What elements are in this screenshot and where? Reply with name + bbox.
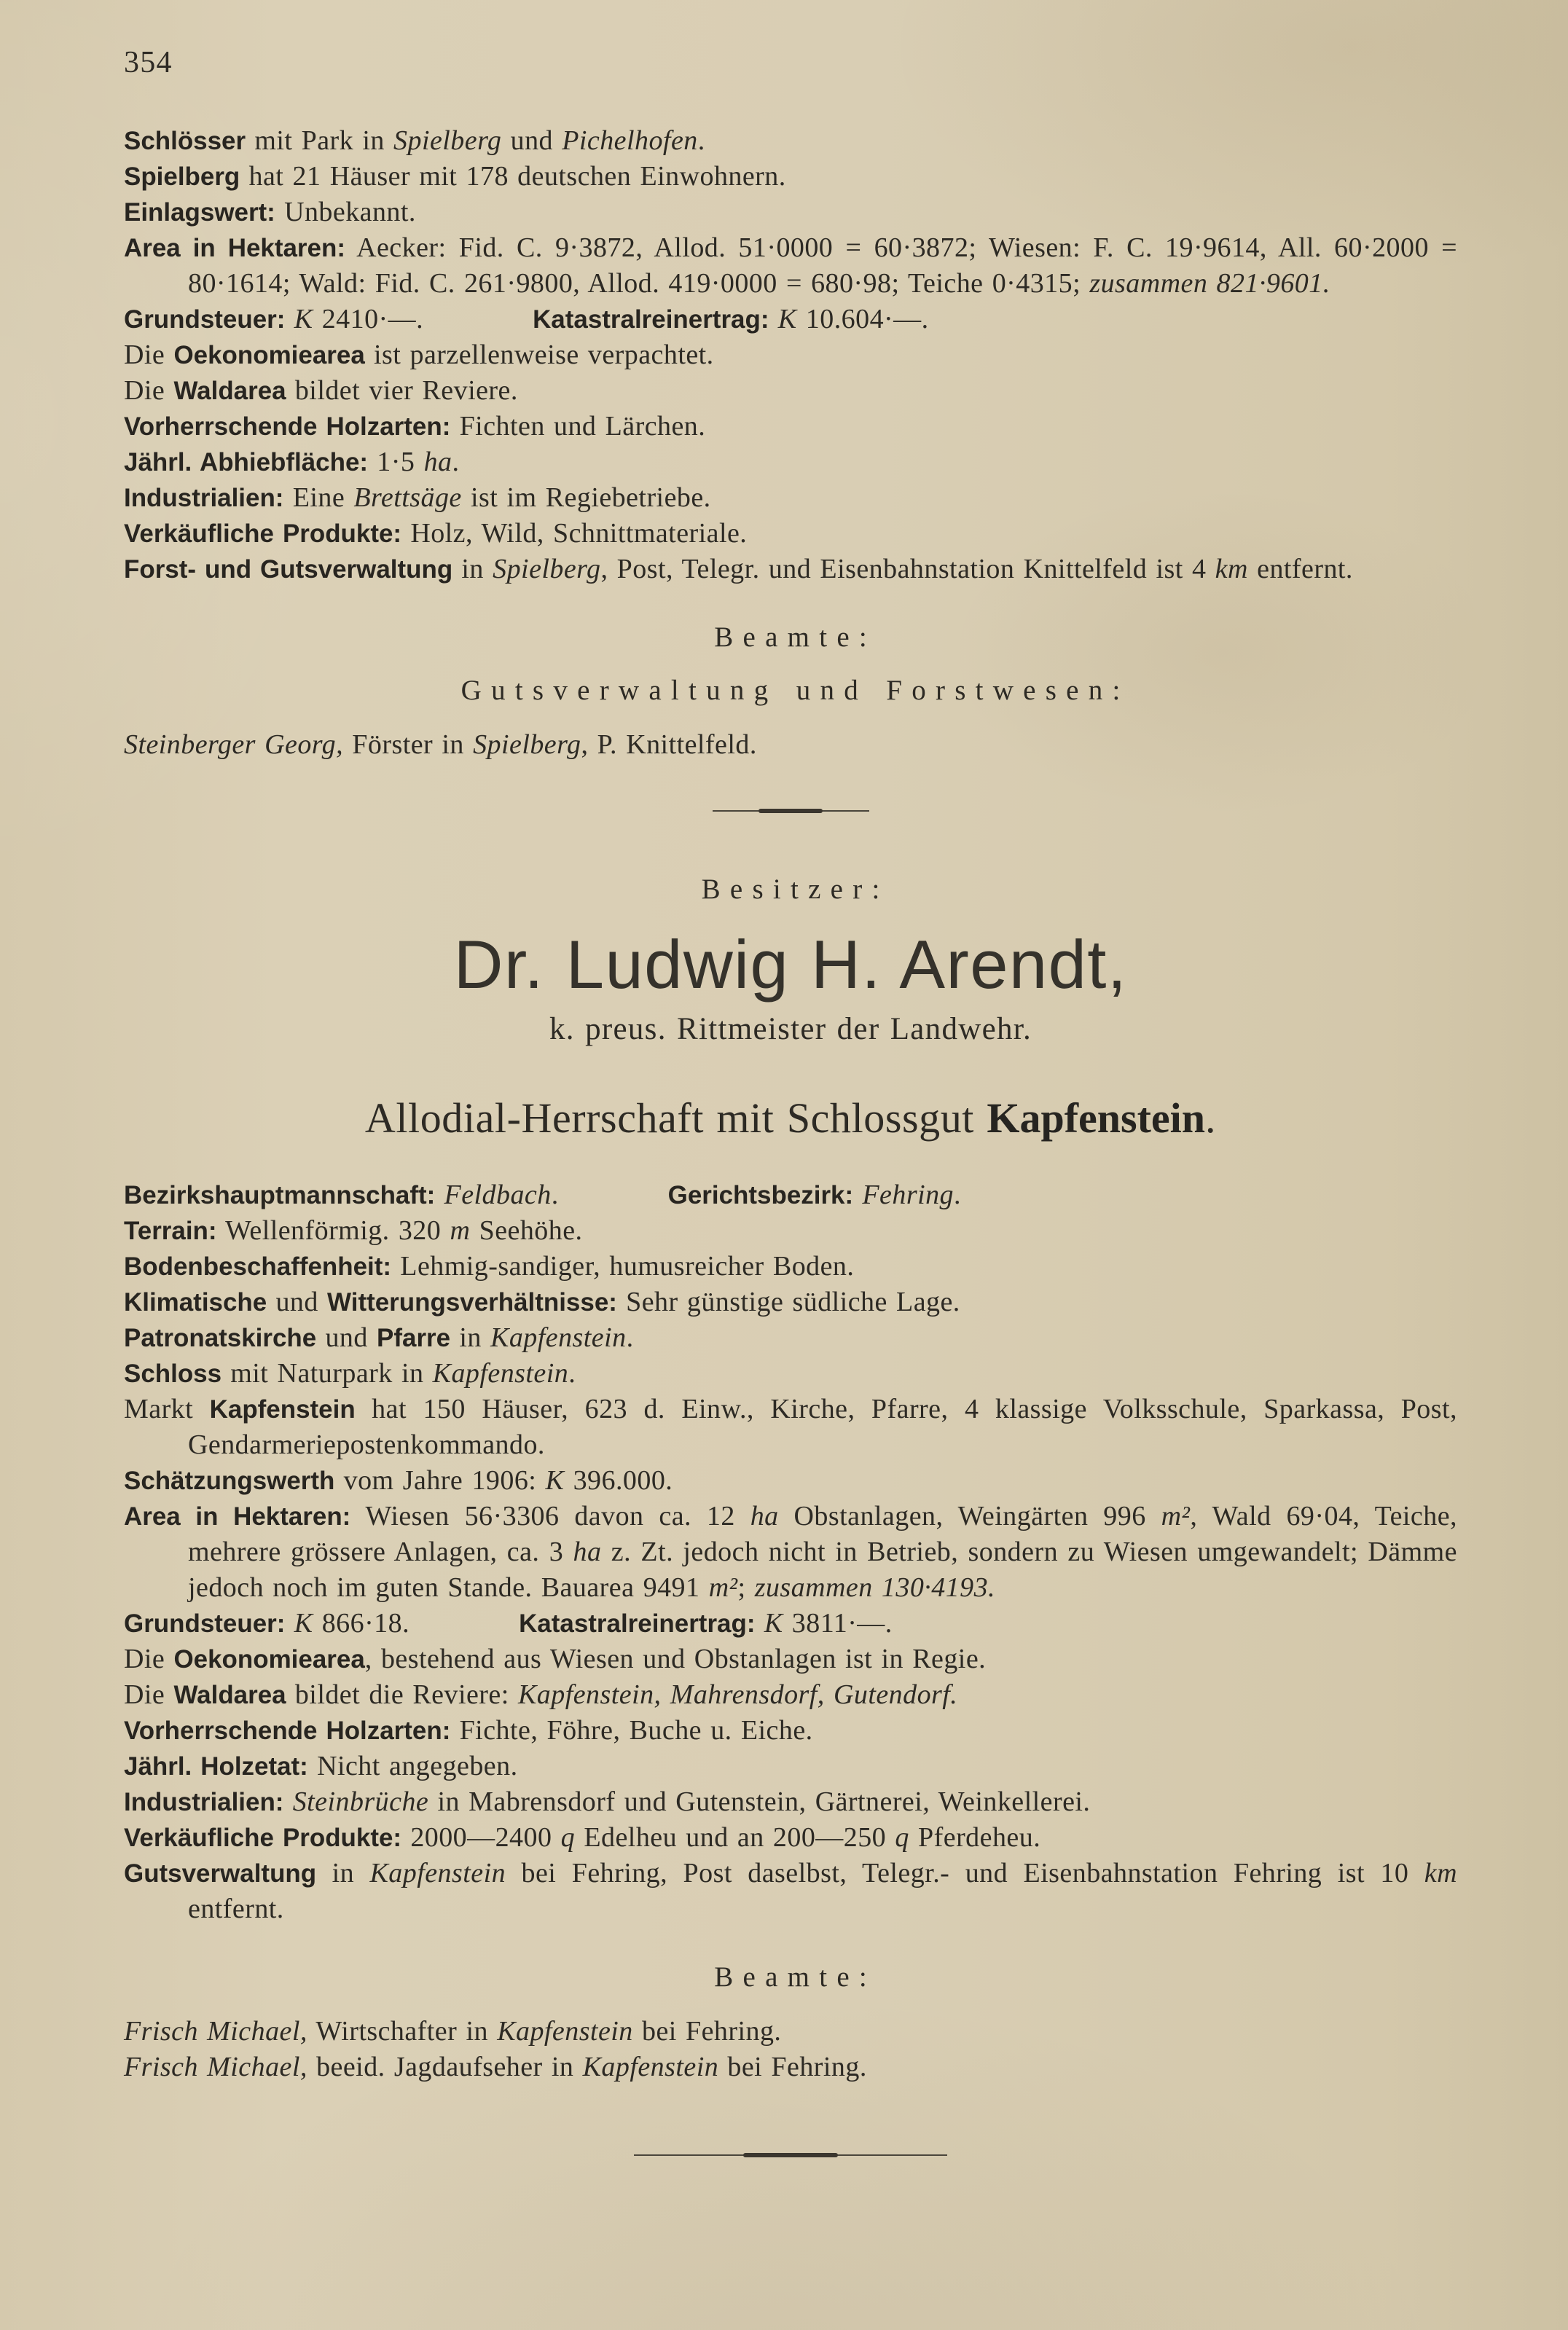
text-run: . (697, 125, 705, 156)
bold-label: Gerichtsbezirk: (667, 1180, 854, 1209)
text-run: Sehr günstige südliche Lage. (616, 1286, 960, 1317)
bold-label: Verkäufliche Produkte: (124, 1823, 402, 1852)
page-number: 354 (124, 46, 173, 79)
text-run: hat 21 Häuser mit 178 deutschen Einwohnern. (240, 161, 786, 192)
text-run: in (450, 1322, 491, 1353)
bold-label: Jährl. Abhiebfläche: (124, 448, 369, 476)
bold-label: Bodenbeschaffenheit: (124, 1252, 392, 1281)
bold-label: Schlösser (124, 127, 246, 155)
text-run: in (452, 554, 493, 584)
bold-label: Forst- und Gutsverwaltung (124, 555, 453, 584)
spaced-heading: Gutsverwaltung und Forstwesen: (460, 675, 1130, 706)
italic-text: Spielberg (473, 729, 581, 760)
paragraph (124, 1392, 1457, 1463)
paragraph (124, 480, 1457, 516)
paragraph (124, 1641, 1457, 1677)
text-run: Wellenförmig. 320 (216, 1215, 450, 1246)
italic-text: Feldbach (444, 1179, 552, 1210)
bold-label: Gutsverwaltung (124, 1859, 317, 1888)
bold-label: Jährl. Holzetat: (124, 1752, 308, 1781)
italic-text: Kapfenstein (432, 1357, 569, 1389)
officials-line (124, 2014, 1457, 2049)
paragraph (124, 1284, 1457, 1320)
text-run: ; (737, 1572, 755, 1603)
paragraph (124, 444, 1457, 480)
bold-label: Pfarre (377, 1323, 451, 1352)
text-run: 2410·—. (313, 304, 424, 334)
paragraph (124, 409, 1457, 444)
text-run: beeid. Jagdaufseher in (307, 2051, 583, 2082)
italic-text: K (294, 1607, 313, 1639)
paragraph (124, 1820, 1457, 1856)
text-run: 866·18. (313, 1607, 410, 1639)
text-run: , P. Knittelfeld. (581, 729, 757, 760)
paragraph (124, 195, 1457, 230)
text-run: bei Fehring. (632, 2015, 782, 2047)
estate-heading (124, 1092, 1457, 1145)
section-divider (713, 808, 869, 815)
text-run: . (1205, 1094, 1217, 1142)
text-run: . (452, 447, 460, 477)
text-run: . (551, 1179, 559, 1210)
spaced-heading: Besitzer: (701, 874, 890, 905)
text-run: entfernt. (188, 1893, 284, 1924)
spaced-heading: Beamte: (714, 1961, 877, 1993)
bold-label: Waldarea (173, 1680, 286, 1709)
text-run: Nicht angegeben. (307, 1750, 518, 1781)
text-run: Die (124, 375, 174, 406)
bold-label: Oekonomiearea (173, 341, 365, 369)
text-run (283, 1786, 292, 1817)
text-run: Eine (283, 482, 354, 513)
italic-text: Kapfenstein (490, 1322, 627, 1353)
text-run (285, 304, 294, 334)
bold-label: Patronatskirche (124, 1323, 317, 1352)
paragraph (124, 1213, 1457, 1249)
paragraph (124, 1177, 1457, 1213)
text-run: , Wald 69·04, Teiche, mehrere grössere Anlagen, ca. 3 (188, 1500, 1457, 1567)
bold-label: Industrialien: (124, 484, 284, 512)
italic-text: Spielberg (493, 554, 601, 584)
text-run: und (316, 1322, 377, 1353)
text-run: Lehmig-sandiger, humusreicher Boden. (391, 1250, 855, 1282)
text-run: Wirtschafter in (307, 2015, 498, 2047)
text-run: Fichten und Lärchen. (450, 411, 706, 442)
bold-label: Oekonomiearea (173, 1644, 365, 1674)
paragraph (124, 159, 1457, 195)
italic-text: Steinberger Georg, (124, 729, 344, 760)
bold-label: Katastralreinertrag: (533, 305, 769, 334)
text-run: Die (124, 1643, 174, 1674)
text-run: in Mabrensdorf und Gutenstein, Gärtnerei, Weinkellerei. (428, 1786, 1091, 1817)
italic-text: ha (573, 1536, 602, 1567)
bold-label: Bezirkshauptmannschaft: (124, 1180, 436, 1209)
text-run: z. Zt. jedoch nicht in Betrieb, sondern zu Wiesen umgewandelt; Dämme jedoch noch im guten Stande. Bauarea 9491 (188, 1536, 1457, 1603)
text-run: entfernt. (1247, 554, 1353, 584)
officials-line (124, 2049, 1457, 2085)
italic-text: K (294, 304, 313, 334)
bold-label: Terrain: (124, 1216, 217, 1245)
text-run: und (501, 125, 562, 156)
text-run: 10.604·—. (796, 304, 929, 334)
text-run: Förster in (343, 729, 474, 760)
bold-label: Verkäufliche Produkte: (124, 519, 402, 548)
italic-text: ha (423, 447, 452, 477)
text-run: Seehöhe. (470, 1215, 583, 1246)
paragraph (124, 302, 1457, 337)
text-run (853, 1180, 862, 1210)
bold-label: Klimatische (124, 1287, 267, 1317)
italic-text: km (1215, 554, 1248, 584)
text-run (755, 1608, 764, 1639)
bold-label: Kapfenstein (209, 1395, 356, 1424)
italic-text: zusammen 130·4193. (754, 1572, 996, 1603)
italic-text: m (450, 1215, 471, 1246)
text-run: Obstanlagen, Weingärten 996 (778, 1500, 1161, 1531)
text-run: . (568, 1357, 576, 1389)
text-run: , bestehend aus Wiesen und Obstanlagen ist in Regie. (364, 1643, 987, 1674)
text-run: bildet die Reviere: (286, 1679, 518, 1710)
text-run: Markt (124, 1393, 210, 1424)
spaced-heading: Beamte: (714, 621, 877, 653)
italic-text: K (545, 1464, 565, 1496)
italic-text: m² (1161, 1500, 1191, 1531)
bold-label: Grundsteuer: (124, 1609, 286, 1638)
paragraph (124, 1249, 1457, 1284)
text-run: und (267, 1286, 328, 1317)
text-run: in (316, 1857, 370, 1888)
bold-label: Katastralreinertrag: (519, 1609, 756, 1638)
italic-text: ha (750, 1500, 779, 1531)
bold-label: Schätzungswerth (124, 1466, 335, 1495)
bold-label: Einlagswert: (124, 198, 275, 227)
bold-label: Area in Hektaren: (124, 1502, 351, 1531)
italic-text: q (895, 1821, 909, 1853)
text-run: Fichte, Föhre, Buche u. Eiche. (450, 1714, 813, 1746)
paragraph (124, 230, 1457, 302)
paragraph (124, 1606, 1457, 1641)
bold-label: Area in Hektaren: (124, 234, 345, 262)
text-run: Aecker: Fid. C. 9·3872, Allod. 51·0000 = 60·3872; Wiesen: F. C. 19·9614, All. 60·2000 = 80·1614; Wald: Fid. C. 261·9800, Allod. 419·0000 = 680·98; Teiche 0·4315; (188, 232, 1458, 299)
italic-text: Kapfenstein (497, 2015, 633, 2047)
paragraph (124, 337, 1457, 373)
document-body (124, 123, 1457, 2159)
italic-text: zusammen 821·9601. (1089, 268, 1330, 299)
italic-text: Kapfenstein (369, 1857, 506, 1888)
text-run (769, 304, 777, 334)
text-run: Allodial-Herrschaft mit Schlossgut (364, 1094, 987, 1142)
paragraph (124, 1463, 1457, 1499)
italic-text: Frisch Michael, (124, 2051, 307, 2082)
owner-title: Dr. Ludwig H. Arendt, (453, 926, 1128, 1003)
italic-text: Kapfenstein, Mahrensdorf, Gutendorf. (517, 1679, 958, 1710)
bold-label: Schloss (124, 1359, 222, 1388)
text-run: hat 150 Häuser, 623 d. Einw., Kirche, Pfarre, 4 klassige Volksschule, Sparkassa, Post, Gendarmeriepostenkommando. (188, 1393, 1457, 1460)
text-run: 2000—2400 (401, 1821, 561, 1853)
bold-label: Waldarea (173, 377, 286, 405)
text-run: ist parzellenweise verpachtet. (364, 340, 714, 370)
text-run: , Post, Telegr. und Eisenbahnstation Knittelfeld ist 4 (600, 554, 1215, 584)
text-run: Edelheu und an 200—250 (575, 1821, 895, 1853)
text-run: mit Park in (246, 125, 394, 156)
text-run: 1·5 (368, 447, 424, 477)
bold-label: Spielberg (124, 162, 240, 191)
text-run (285, 1608, 294, 1639)
paragraph (124, 1856, 1457, 1927)
paragraph (124, 516, 1457, 552)
paragraph (124, 1713, 1457, 1749)
bold-label: Kapfenstein (987, 1094, 1206, 1142)
paragraph (124, 1784, 1457, 1820)
italic-text: Brettsäge (353, 482, 462, 513)
italic-text: Pichelhofen (562, 125, 698, 156)
italic-text: K (764, 1607, 783, 1639)
text-run: Wiesen 56·3306 davon ca. 12 (350, 1500, 750, 1531)
text-run: . (954, 1179, 961, 1210)
paragraph (124, 1749, 1457, 1784)
bold-label: Vorherrschende Holzarten: (124, 1716, 451, 1745)
italic-text: km (1424, 1857, 1457, 1888)
section-divider (634, 2152, 947, 2159)
paragraph (124, 1677, 1457, 1713)
text-run: bei Fehring. (718, 2051, 867, 2082)
text-run: Die (124, 1679, 174, 1710)
text-run: 3811·—. (783, 1607, 893, 1639)
text-run: Unbekannt. (275, 197, 416, 227)
paragraph (124, 1499, 1457, 1606)
text-run: vom Jahre 1906: (334, 1464, 546, 1496)
text-run: bei Fehring, Post daselbst, Telegr.- und Eisenbahnstation Fehring ist 10 (506, 1857, 1424, 1888)
bold-label: Grundsteuer: (124, 305, 286, 334)
text-run: bildet vier Reviere. (286, 375, 518, 406)
italic-text: Spielberg (393, 125, 502, 156)
text-run: Die (124, 340, 174, 370)
text-run: mit Naturpark in (222, 1357, 433, 1389)
paragraph (124, 552, 1457, 587)
text-run: Holz, Wild, Schnittmateriale. (401, 518, 748, 549)
text-run: 396.000. (564, 1464, 673, 1496)
bold-label: Industrialien: (124, 1787, 284, 1816)
bold-label: Witterungsverhältnisse: (327, 1287, 617, 1317)
officials-line (124, 727, 1457, 763)
italic-text: K (777, 304, 797, 334)
paragraph (124, 123, 1457, 159)
italic-text: Steinbrüche (292, 1786, 429, 1817)
text-run: ist im Regiebetriebe. (461, 482, 711, 513)
italic-text: Fehring (862, 1179, 954, 1210)
paragraph (124, 373, 1457, 409)
bold-label: Vorherrschende Holzarten: (124, 412, 451, 441)
owner-subtitle: k. preus. Rittmeister der Landwehr. (549, 1012, 1032, 1047)
paragraph (124, 1356, 1457, 1392)
text-run: Pferdeheu. (909, 1821, 1041, 1853)
text-run: . (626, 1322, 634, 1353)
italic-text: q (560, 1821, 576, 1853)
italic-text: m² (708, 1572, 738, 1603)
italic-text: Kapfenstein (582, 2051, 719, 2082)
text-run (435, 1180, 444, 1210)
italic-text: Frisch Michael, (124, 2015, 307, 2047)
paragraph (124, 1320, 1457, 1356)
